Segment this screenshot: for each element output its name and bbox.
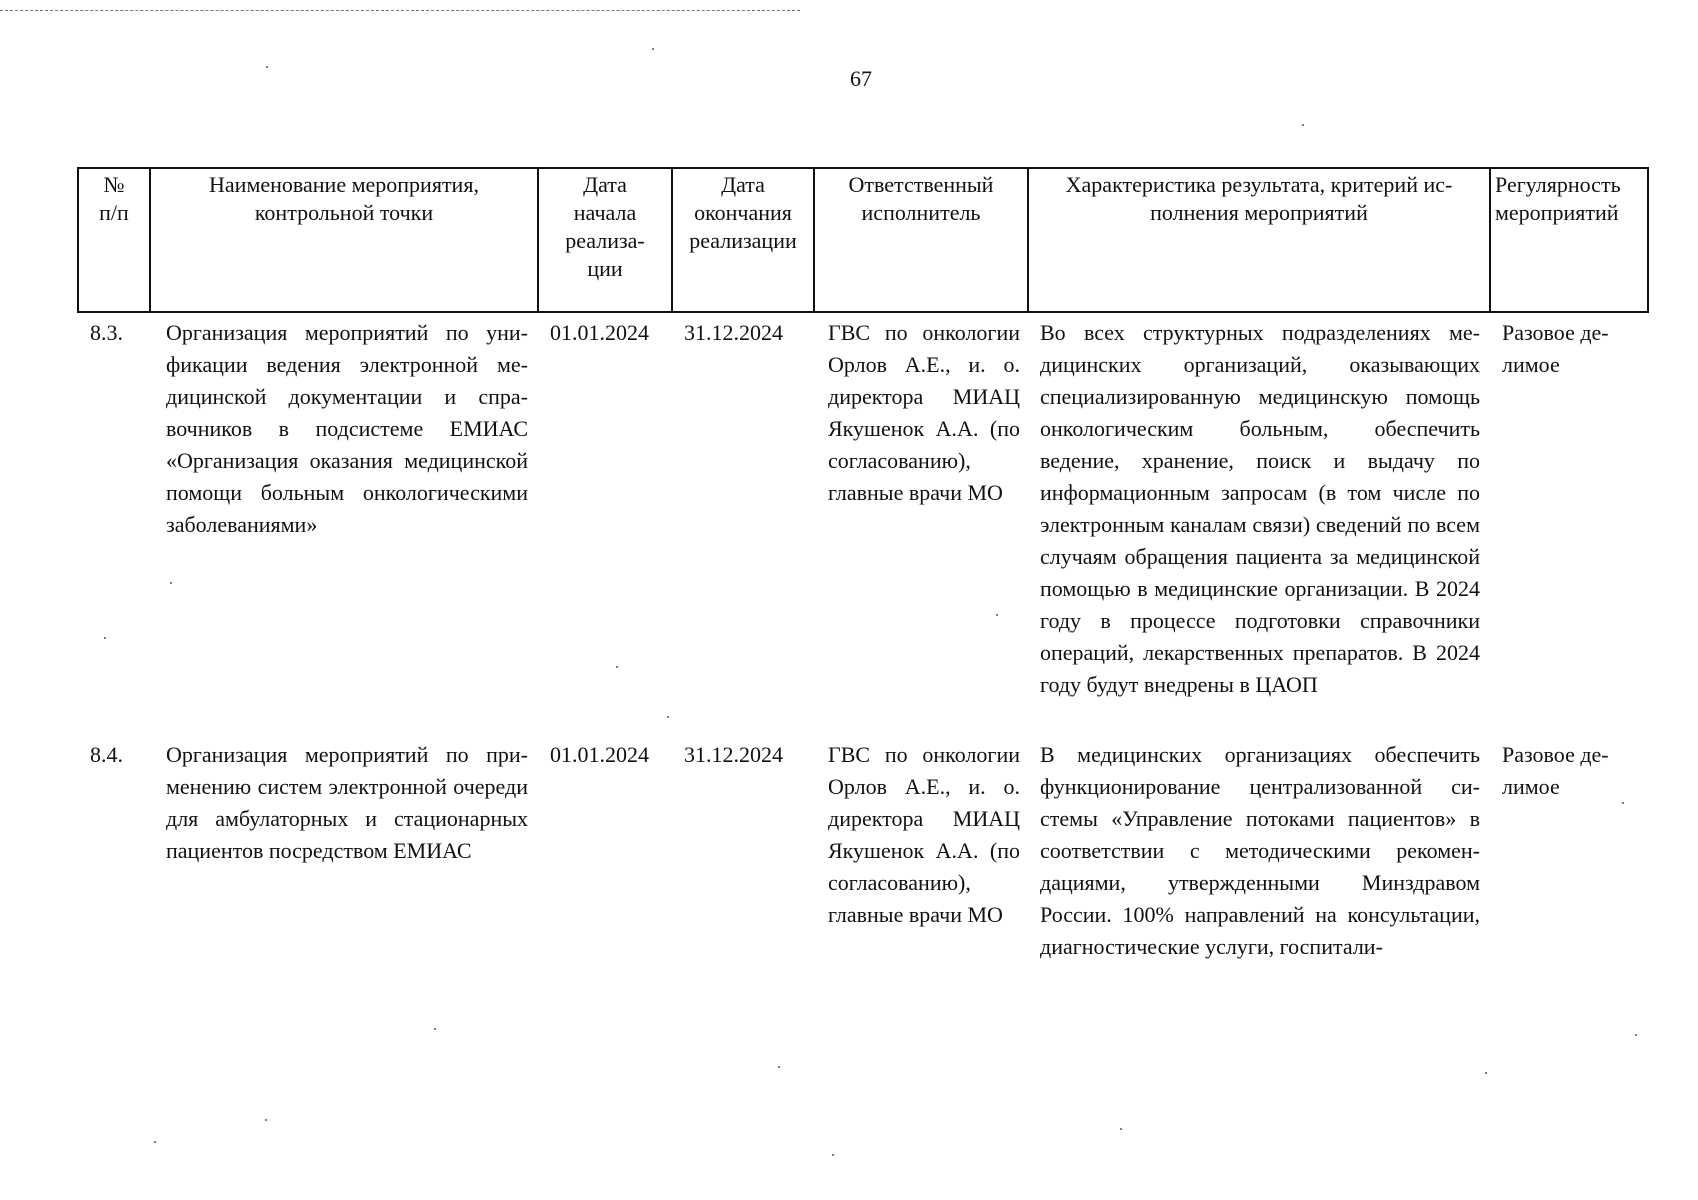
header-responsible: Ответственный исполнитель [814, 168, 1028, 312]
header-number: № п/п [78, 168, 150, 312]
activity-name: Организация мероприятий по унификации ведения электронной медицинской документации и справочников в подсистеме ЕМИАС «Организация оказания медицинской помощи больным онкологическими заболеваниями» [166, 320, 528, 537]
start-date: 01.01.2024 [550, 320, 649, 345]
activities-table [77, 167, 1649, 963]
header-end-date: Дата окончания реализации [672, 168, 814, 312]
scan-speck [778, 1066, 780, 1068]
scan-speck [652, 48, 654, 50]
page-number: 67 [850, 66, 872, 91]
table-row [78, 312, 1648, 701]
table-row [78, 701, 1648, 963]
scan-speck [1485, 1072, 1487, 1074]
regularity: Разовое делимое [1502, 742, 1609, 799]
table-header-row [78, 168, 1648, 312]
end-date: 31.12.2024 [684, 320, 783, 345]
header-start-date: Дата начала реализа- ции [538, 168, 672, 312]
activity-name: Организация мероприятий по применению систем электронной очереди для амбулаторных и стационарных пациентов посредством ЕМИАС [166, 742, 528, 863]
scan-speck [1302, 124, 1304, 126]
scan-speck [1622, 802, 1624, 804]
scan-speck [1635, 1034, 1637, 1036]
end-date: 31.12.2024 [684, 742, 783, 767]
scan-speck [170, 582, 172, 584]
start-date: 01.01.2024 [550, 742, 649, 767]
scan-speck [265, 1119, 267, 1121]
row-number: 8.4. [90, 742, 123, 767]
scan-speck [832, 1154, 834, 1156]
result-criteria: В медицинских организациях обеспечить функционирование централизованной системы «Управление потоками пациентов» в соответствии с методическими рекомендациями, утвержденными Минздравом России. 100% направлений на консультации, диагностические услуги, госпитали- [1040, 742, 1480, 959]
scan-speck [154, 1141, 156, 1143]
scan-speck [266, 66, 268, 68]
header-activity-name: Наименование мероприятия, контрольной точки [150, 168, 538, 312]
header-result-criteria: Характеристика результата, критерий ис- полнения мероприятий [1028, 168, 1490, 312]
scan-speck [1120, 1128, 1122, 1130]
header-regularity: Регулярность мероприятий [1490, 168, 1648, 312]
responsible-executor: ГВС по онкологии Орлов А.Е., и. о. директора МИАЦ Якушенок А.А. (по согласованию), главные врачи МО [828, 320, 1020, 505]
row-number: 8.3. [90, 320, 123, 345]
scan-speck [434, 1028, 436, 1030]
scan-speck [104, 637, 106, 639]
scan-edge-line [0, 10, 800, 11]
scan-speck [667, 716, 669, 718]
responsible-executor: ГВС по онкологии Орлов А.Е., и. о. директора МИАЦ Якушенок А.А. (по согласованию), главные врачи МО [828, 742, 1020, 927]
result-criteria: Во всех структурных подразделениях медицинских организаций, оказывающих специализированную медицинскую помощь онкологическим больным, обеспечить ведение, хранение, поиск и выдачу по информационным запросам (в том числе по электронным каналам связи) сведений по всем случаям обращения пациента за медицинской помощью в медицинские организации. В 2024 году в процессе подготовки справочники операций, лекарственных препаратов. В 2024 году будут внедрены в ЦАОП [1040, 320, 1480, 697]
scan-speck [996, 614, 998, 616]
regularity: Разовое делимое [1502, 320, 1609, 377]
scan-speck [616, 666, 618, 668]
